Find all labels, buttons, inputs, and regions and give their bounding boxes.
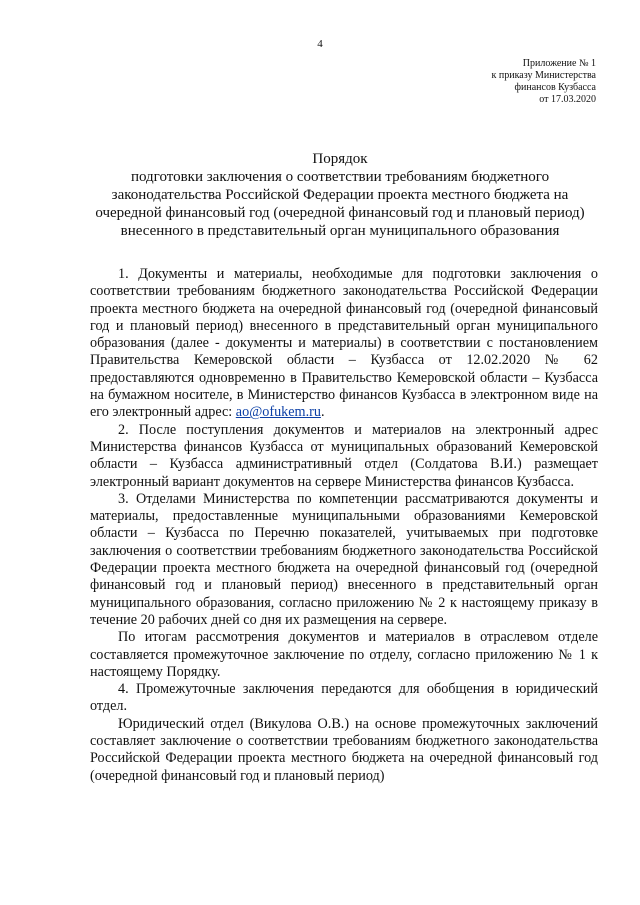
document-title [60,150,620,240]
title-line: подготовки заключения о соответствии требованиям бюджетного [130,169,550,185]
paragraph-1-end: . [320,404,325,421]
title-line: внесенного в представительный орган муниципального образования [120,223,560,239]
appendix-line: финансов Кузбасса [514,82,596,93]
appendix-line: от 17.03.2020 [539,94,596,105]
title-line: Порядок [312,151,368,167]
appendix-block [396,58,596,106]
title-line: очередной финансовый год (очередной финансовый год и плановый период) [95,205,585,221]
paragraph-4: По итогам рассмотрения документов и материалов в отраслевом отделе составляется промежуточное заключение по отделу, согласно приложению № 1 к настоящему Порядку. [90,629,598,680]
paragraph-6: Юридический отдел (Викулова О.В.) на основе промежуточных заключений составляет заключение о соответствии требованиям бюджетного законодательства Российской Федерации проекта местного бюджета на очередной финансовый год (очередной финансовый год и плановый период) [90,715,598,784]
paragraph-1 [90,266,598,422]
title-line: законодательства Российской Федерации проекта местного бюджета на [111,187,569,203]
appendix-line: к приказу Министерства [491,70,596,81]
appendix-line: Приложение № 1 [522,58,596,69]
document-body [90,266,598,785]
paragraph-5: 4. Промежуточные заключения передаются для обобщения в юридический отдел. [90,681,598,715]
page-number: 4 [317,38,323,50]
email-link[interactable]: ao@ofukem.ru [235,404,321,421]
paragraph-1-text: 1. Документы и материалы, необходимые для подготовки заключения о соответствии требованиям бюджетного законодательства Российской Федерации проекта местного бюджета на очередной финансовый год (очередной финансовый год и плановый период) внесенного в представительный орган муниципального образования (далее - документы и материалы) в соответствии с постановлением Правительства Кемеровской области – Кузбасса от 12.02.2020 № 62 предоставляются одновременно в Правительство Кемеровской области – Кузбасса на бумажном носителе, в Министерство финансов Кузбасса в электронном виде на его электронный адрес: [90,266,598,421]
paragraph-2: 2. После поступления документов и материалов на электронный адрес Министерства финансов Кузбасса от муниципальных образований Кемеровской области – Кузбасса административный отдел (Солдатова В.И.) размещает электронный вариант документов на сервере Министерства финансов Кузбасса. [90,421,598,490]
paragraph-3: 3. Отделами Министерства по компетенции рассматриваются документы и материалы, предоставленные муниципальными образованиями Кемеровской области – Кузбасса по Перечню показателей, учитываемых при подготовке заключения о соответствии требованиям бюджетного законодательства Российской Федерации проекта местного бюджета на очередной финансовый год (очередной финансовый год и плановый период) внесенного в представительный орган муниципального образования, согласно приложению № 2 к настоящему приказу в течение 20 рабочих дней со дня их размещения на сервере. [90,490,598,628]
